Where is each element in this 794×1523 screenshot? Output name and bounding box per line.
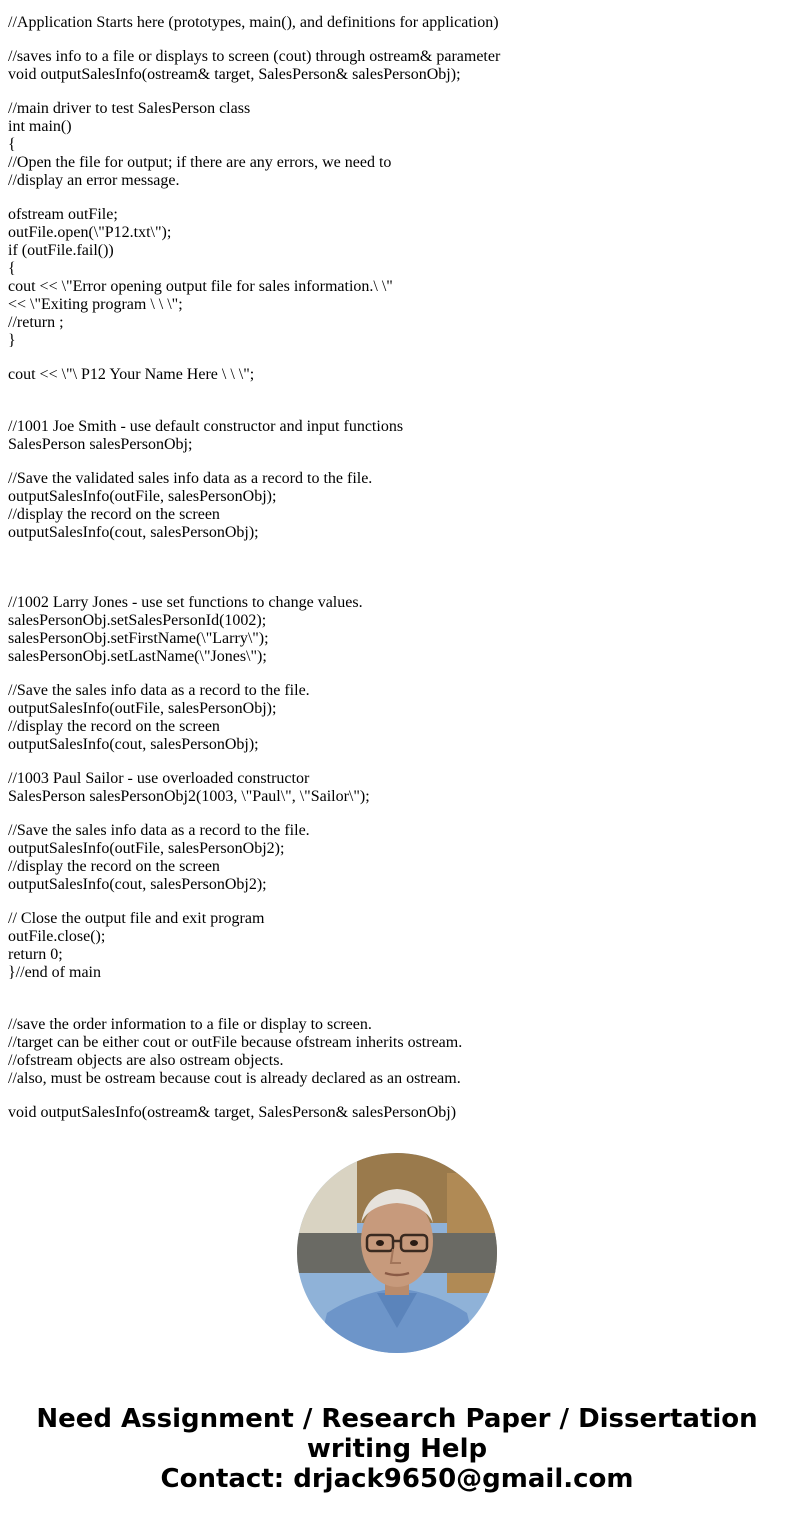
author-avatar: [297, 1153, 497, 1353]
code-line: salesPersonObj.setLastName(\"Jones\");: [8, 648, 267, 665]
code-line: //ofstream objects are also ostream objects.: [8, 1052, 284, 1069]
code-line: //display the record on the screen: [8, 506, 220, 523]
code-block: [8, 366, 788, 384]
code-block: [8, 910, 788, 982]
code-line: //Open the file for output; if there are any errors, we need to: [8, 154, 392, 171]
code-line: SalesPerson salesPersonObj2(1003, \"Paul\", \"Sailor\");: [8, 788, 370, 805]
code-block: [8, 48, 788, 84]
code-block: [8, 14, 788, 32]
code-line: //display an error message.: [8, 172, 180, 189]
code-line: //Save the sales info data as a record to the file.: [8, 822, 310, 839]
code-line: outputSalesInfo(cout, salesPersonObj);: [8, 524, 259, 541]
code-line: return 0;: [8, 946, 63, 963]
code-line: salesPersonObj.setFirstName(\"Larry\");: [8, 630, 269, 647]
promo-line-2: writing Help: [306, 1434, 488, 1464]
code-line: outputSalesInfo(outFile, salesPersonObj2);: [8, 840, 285, 857]
code-line: salesPersonObj.setSalesPersonId(1002);: [8, 612, 267, 629]
code-line: void outputSalesInfo(ostream& target, SalesPerson& salesPersonObj);: [8, 66, 461, 83]
code-line: {: [8, 136, 16, 153]
code-line: //1001 Joe Smith - use default constructor and input functions: [8, 418, 404, 435]
code-line: outputSalesInfo(cout, salesPersonObj2);: [8, 876, 267, 893]
code-line: outputSalesInfo(cout, salesPersonObj);: [8, 736, 259, 753]
code-block: [8, 822, 788, 894]
code-block: [8, 558, 788, 666]
blank-line: [8, 576, 788, 594]
code-line: SalesPerson salesPersonObj;: [8, 436, 193, 453]
code-line: //save the order information to a file or display to screen.: [8, 1016, 372, 1033]
code-line: {: [8, 260, 16, 277]
code-block: [8, 1104, 788, 1122]
code-line: //1002 Larry Jones - use set functions to change values.: [8, 594, 363, 611]
code-block: [8, 770, 788, 806]
code-listing: [8, 14, 788, 1138]
promo-line-1: Need Assignment / Research Paper / Dissertation: [36, 1404, 758, 1434]
code-line: }: [8, 332, 16, 349]
code-line: outputSalesInfo(outFile, salesPersonObj);: [8, 488, 277, 505]
code-line: //Application Starts here (prototypes, main(), and definitions for application): [8, 14, 499, 31]
code-line: outputSalesInfo(outFile, salesPersonObj);: [8, 700, 277, 717]
promo-banner: [0, 1404, 794, 1494]
code-line: }//end of main: [8, 964, 101, 981]
blank-line: [8, 998, 788, 1016]
code-line: //1003 Paul Sailor - use overloaded constructor: [8, 770, 310, 787]
code-line: << \"Exiting program \ \ \";: [8, 296, 183, 313]
code-line: outFile.close();: [8, 928, 106, 945]
code-block: [8, 682, 788, 754]
code-line: //display the record on the screen: [8, 718, 220, 735]
person-portrait-icon: [297, 1153, 497, 1353]
code-line: //main driver to test SalesPerson class: [8, 100, 251, 117]
code-line: cout << \"Error opening output file for sales information.\ \": [8, 278, 393, 295]
blank-line: [8, 558, 788, 576]
promo-contact: Contact: drjack9650@gmail.com: [160, 1464, 634, 1494]
code-line: //Save the validated sales info data as a record to the file.: [8, 470, 373, 487]
code-block: [8, 998, 788, 1088]
code-line: //Save the sales info data as a record to the file.: [8, 682, 310, 699]
code-line: //display the record on the screen: [8, 858, 220, 875]
code-block: [8, 100, 788, 190]
code-line: //saves info to a file or displays to screen (cout) through ostream& parameter: [8, 48, 501, 65]
code-line: outFile.open(\"P12.txt\");: [8, 224, 172, 241]
blank-line: [8, 400, 788, 418]
code-line: //return ;: [8, 314, 64, 331]
code-line: //target can be either cout or outFile because ofstream inherits ostream.: [8, 1034, 463, 1051]
code-line: int main(): [8, 118, 72, 135]
code-block: [8, 206, 788, 350]
code-block: [8, 470, 788, 542]
code-line: cout << \"\ P12 Your Name Here \ \ \";: [8, 366, 255, 383]
code-line: if (outFile.fail()): [8, 242, 114, 259]
code-line: void outputSalesInfo(ostream& target, SalesPerson& salesPersonObj): [8, 1104, 457, 1121]
code-line: //also, must be ostream because cout is already declared as an ostream.: [8, 1070, 461, 1087]
code-line: // Close the output file and exit program: [8, 910, 265, 927]
code-block: [8, 400, 788, 454]
code-line: ofstream outFile;: [8, 206, 118, 223]
